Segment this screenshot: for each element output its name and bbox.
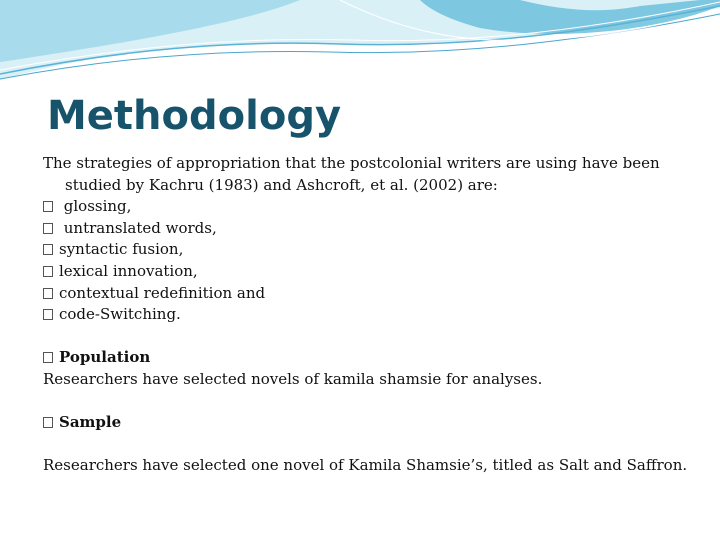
bullet-item xyxy=(43,283,693,305)
checkbox-bullet-icon xyxy=(43,417,53,428)
checkbox-bullet-icon xyxy=(43,201,53,212)
checkbox-bullet-icon xyxy=(43,352,53,363)
slide-content xyxy=(43,153,693,477)
checkbox-bullet-icon xyxy=(43,288,53,299)
checkbox-bullet-icon xyxy=(43,223,53,234)
intro-paragraph: The strategies of appropriation that the postcolonial writers are using have been studied by Kachru (1983) and Ashcroft, et al. (2002) are: xyxy=(43,154,660,194)
checkbox-bullet-icon xyxy=(43,244,53,255)
population-text: Researchers have selected novels of kamila shamsie for analyses. xyxy=(43,369,543,388)
bullet-item xyxy=(43,196,693,218)
spacer xyxy=(43,434,693,456)
bullet-label: glossing, xyxy=(59,197,132,216)
bullet-item xyxy=(43,239,693,261)
spacer xyxy=(43,326,693,348)
bullet-item xyxy=(43,261,693,283)
bullet-label: syntactic fusion, xyxy=(59,240,184,259)
bullet-label: untranslated words, xyxy=(59,218,217,237)
bullet-label: lexical innovation, xyxy=(59,261,198,280)
header-wave-decoration xyxy=(0,0,720,90)
population-heading xyxy=(43,347,693,369)
checkbox-bullet-icon xyxy=(43,309,53,320)
checkbox-bullet-icon xyxy=(43,266,53,277)
bullet-label: code-Switching. xyxy=(59,305,181,324)
sample-text: Researchers have selected one novel of Kamila Shamsie’s, titled as Salt and Saffron. xyxy=(43,456,688,475)
bullet-label: contextual redefinition and xyxy=(59,283,266,302)
bullet-item xyxy=(43,218,693,240)
population-heading-label: Population xyxy=(59,348,151,367)
page-title: Methodology xyxy=(47,93,342,139)
sample-heading-label: Sample xyxy=(59,413,122,432)
sample-heading xyxy=(43,412,693,434)
bullet-item xyxy=(43,304,693,326)
spacer xyxy=(43,391,693,413)
